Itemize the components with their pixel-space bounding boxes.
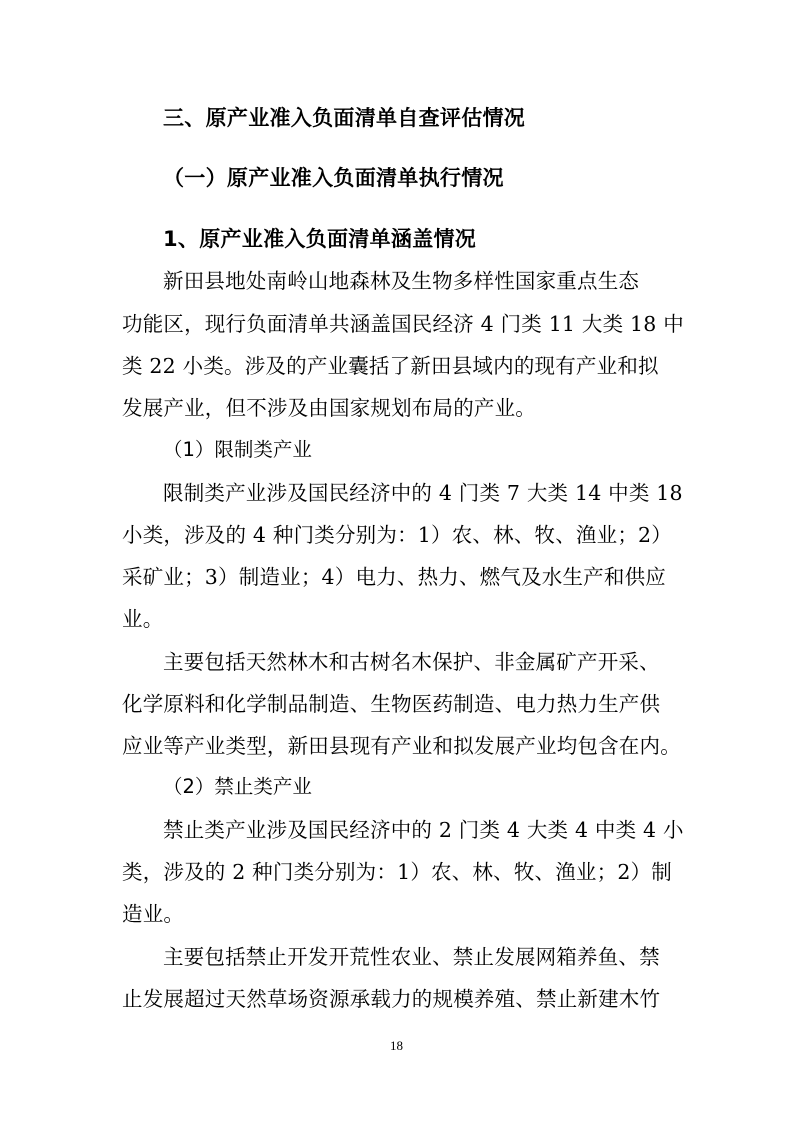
page-number: 18 [390, 1038, 403, 1053]
paragraph-line: 限制类产业涉及国民经济中的 4 门类 7 大类 14 中类 18 [163, 481, 683, 505]
paragraph-line: 主要包括天然林木和古树名木保护、非金属矿产开采、 [163, 650, 660, 674]
paragraph-line: 主要包括禁止开发开荒性农业、禁止发展网箱养鱼、禁 [163, 945, 660, 969]
paragraph-line: 类 22 小类。涉及的产业囊括了新田县域内的现有产业和拟 [122, 354, 659, 378]
paragraph-line: 小类，涉及的 4 种门类分别为：1）农、林、牧、渔业；2） [122, 523, 672, 547]
subcategory-heading-prohibited: （2）禁止类产业 [163, 775, 312, 798]
item-heading: 1、原产业准入负面清单涵盖情况 [163, 227, 477, 251]
paragraph-line: 采矿业；3）制造业；4）电力、热力、燃气及水生产和供应 [122, 565, 666, 589]
subsection-heading: （一）原产业准入负面清单执行情况 [163, 166, 504, 190]
paragraph-line: 禁止类产业涉及国民经济中的 2 门类 4 大类 4 中类 4 小 [163, 818, 684, 842]
subcategory-heading-restricted: （1）限制类产业 [163, 438, 312, 461]
paragraph-line: 止发展超过天然草场资源承载力的规模养殖、禁止新建木竹 [122, 987, 661, 1011]
paragraph-line: 应业等产业类型，新田县现有产业和拟发展产业均包含在内。 [122, 734, 681, 758]
paragraph-line: 新田县地处南岭山地森林及生物多样性国家重点生态 [163, 269, 640, 293]
paragraph-line: 造业。 [122, 902, 185, 926]
paragraph-line: 类，涉及的 2 种门类分别为：1）农、林、牧、渔业；2）制 [122, 860, 672, 884]
paragraph-line: 化学原料和化学制品制造、生物医药制造、电力热力生产供 [122, 692, 661, 716]
paragraph-line: 业。 [122, 607, 164, 631]
section-heading: 三、原产业准入负面清单自查评估情况 [163, 106, 526, 130]
paragraph-line: 功能区，现行负面清单共涵盖国民经济 4 门类 11 大类 18 中 [122, 312, 684, 336]
paragraph-line: 发展产业，但不涉及由国家规划布局的产业。 [122, 396, 536, 420]
